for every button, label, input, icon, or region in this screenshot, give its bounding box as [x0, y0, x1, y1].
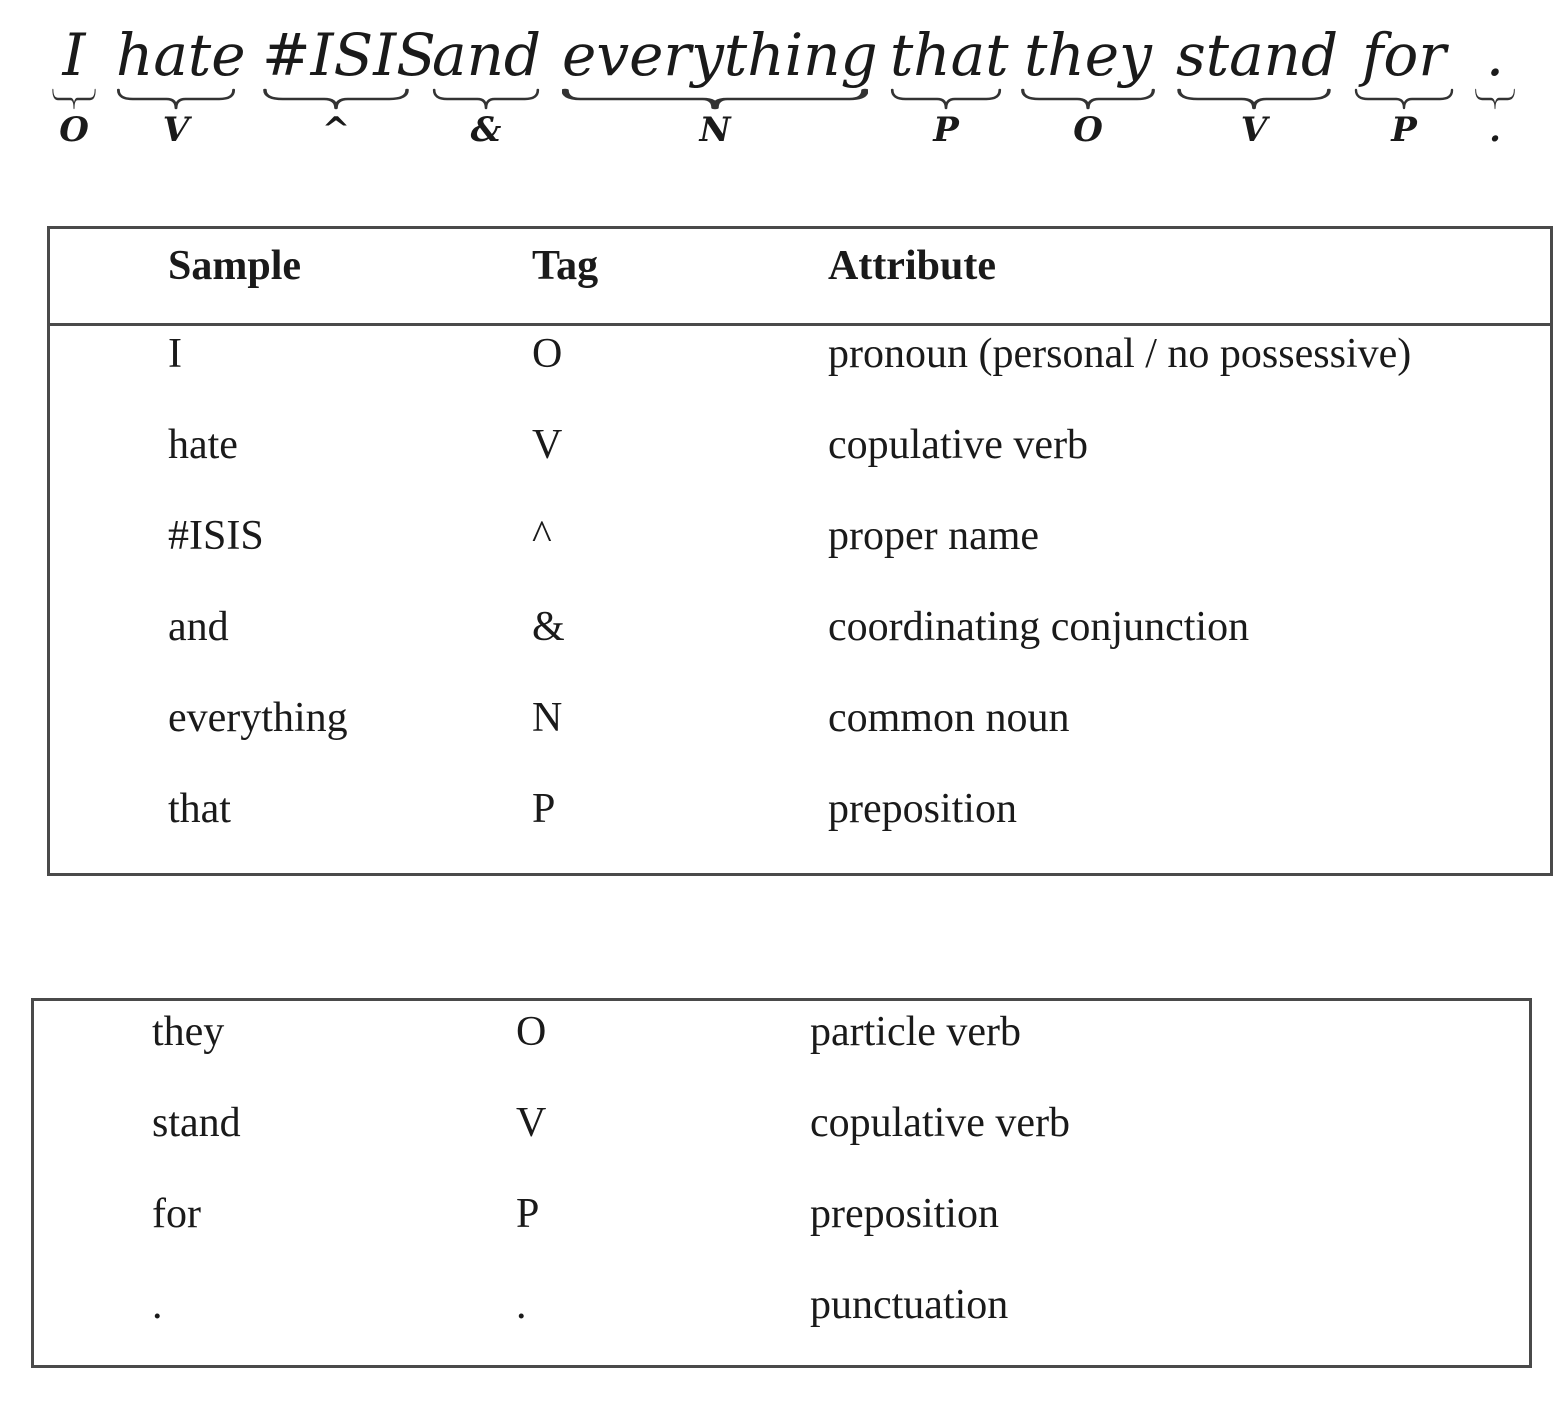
attribute-cell: preposition: [828, 786, 1017, 832]
tag-cell: &: [532, 604, 565, 650]
attribute-cell: preposition: [810, 1191, 999, 1237]
sentence-token: [52, 22, 96, 148]
token-word: stand: [1176, 21, 1339, 89]
tagged-sentence: [0, 0, 1568, 170]
underbrace: [562, 88, 868, 110]
table-row: [50, 511, 1550, 561]
token-word: and: [432, 21, 542, 89]
sample-cell: everything: [168, 695, 348, 741]
attribute-cell: copulative verb: [810, 1100, 1071, 1146]
header-attribute: Attribute: [828, 243, 996, 289]
underbrace: [52, 88, 96, 110]
sentence-token: [432, 22, 540, 148]
token-word: everything: [562, 21, 878, 89]
header-tag: Tag: [532, 243, 599, 289]
sentence-token: [1354, 22, 1454, 148]
header-sample: Sample: [168, 243, 302, 289]
attribute-cell: coordinating conjunction: [828, 604, 1250, 650]
token-tag: P: [933, 110, 959, 150]
tag-table-part-1: [47, 226, 1553, 876]
sentence-token: [1474, 22, 1516, 148]
underbrace: [1020, 88, 1156, 110]
underbrace: [432, 88, 540, 110]
tag-cell: P: [532, 786, 556, 832]
attribute-cell: common noun: [828, 695, 1070, 741]
sample-cell: .: [152, 1282, 163, 1328]
sample-cell: and: [168, 604, 229, 650]
table-row: [34, 1189, 1529, 1239]
token-word: they: [1024, 21, 1152, 89]
token-tag: V: [1240, 110, 1268, 150]
sentence-token: [262, 21, 436, 150]
tag-cell: V: [516, 1100, 547, 1146]
sample-cell: hate: [168, 422, 238, 468]
table-row: [50, 329, 1550, 379]
table-header: [50, 229, 1550, 326]
token-tag: ^: [321, 110, 351, 150]
sentence-token: [890, 21, 1009, 150]
token-word: for: [1361, 21, 1447, 89]
underbrace: [1474, 88, 1516, 110]
sentence-token: [1020, 22, 1156, 148]
tag-cell: ^: [532, 513, 552, 559]
attribute-cell: proper name: [828, 513, 1040, 559]
table-row: [50, 784, 1550, 834]
sample-cell: they: [152, 1009, 225, 1055]
underbrace: [116, 88, 236, 110]
tag-cell: .: [516, 1282, 527, 1328]
tag-cell: N: [532, 695, 563, 741]
attribute-cell: pronoun (personal / no possessive): [828, 331, 1412, 377]
attribute-cell: punctuation: [810, 1282, 1009, 1328]
underbrace: [1176, 88, 1332, 110]
sample-cell: stand: [152, 1100, 241, 1146]
underbrace: [1354, 88, 1454, 110]
token-word: .: [1485, 21, 1505, 89]
table-row: [50, 420, 1550, 470]
underbrace: [262, 88, 410, 110]
token-tag: N: [699, 110, 731, 150]
table-row: [50, 602, 1550, 652]
underbrace: [890, 88, 1002, 110]
token-tag: O: [1073, 110, 1103, 150]
table-row: [50, 693, 1550, 743]
tag-cell: O: [532, 331, 563, 377]
token-tag: O: [59, 110, 89, 150]
sentence-token: [1176, 21, 1339, 150]
sentence-token: [116, 21, 246, 150]
table-row: [34, 1280, 1529, 1330]
attribute-cell: copulative verb: [828, 422, 1089, 468]
token-word: #ISIS: [262, 21, 436, 89]
token-tag: &: [470, 110, 502, 150]
table-row: [34, 1098, 1529, 1148]
sample-cell: for: [152, 1191, 201, 1237]
token-tag: P: [1391, 110, 1417, 150]
attribute-cell: particle verb: [810, 1009, 1022, 1055]
sentence-token: [562, 21, 878, 150]
sample-cell: #ISIS: [168, 513, 264, 559]
token-word: hate: [116, 21, 246, 89]
token-word: that: [890, 21, 1009, 89]
sample-cell: I: [168, 331, 182, 377]
token-word: I: [62, 21, 86, 89]
tag-table-part-2: [31, 998, 1532, 1368]
tag-cell: O: [516, 1009, 547, 1055]
tag-cell: P: [516, 1191, 540, 1237]
sample-cell: that: [168, 786, 231, 832]
token-tag: V: [162, 110, 190, 150]
token-tag: .: [1489, 110, 1501, 150]
tag-cell: V: [532, 422, 563, 468]
table-row: [34, 1007, 1529, 1057]
